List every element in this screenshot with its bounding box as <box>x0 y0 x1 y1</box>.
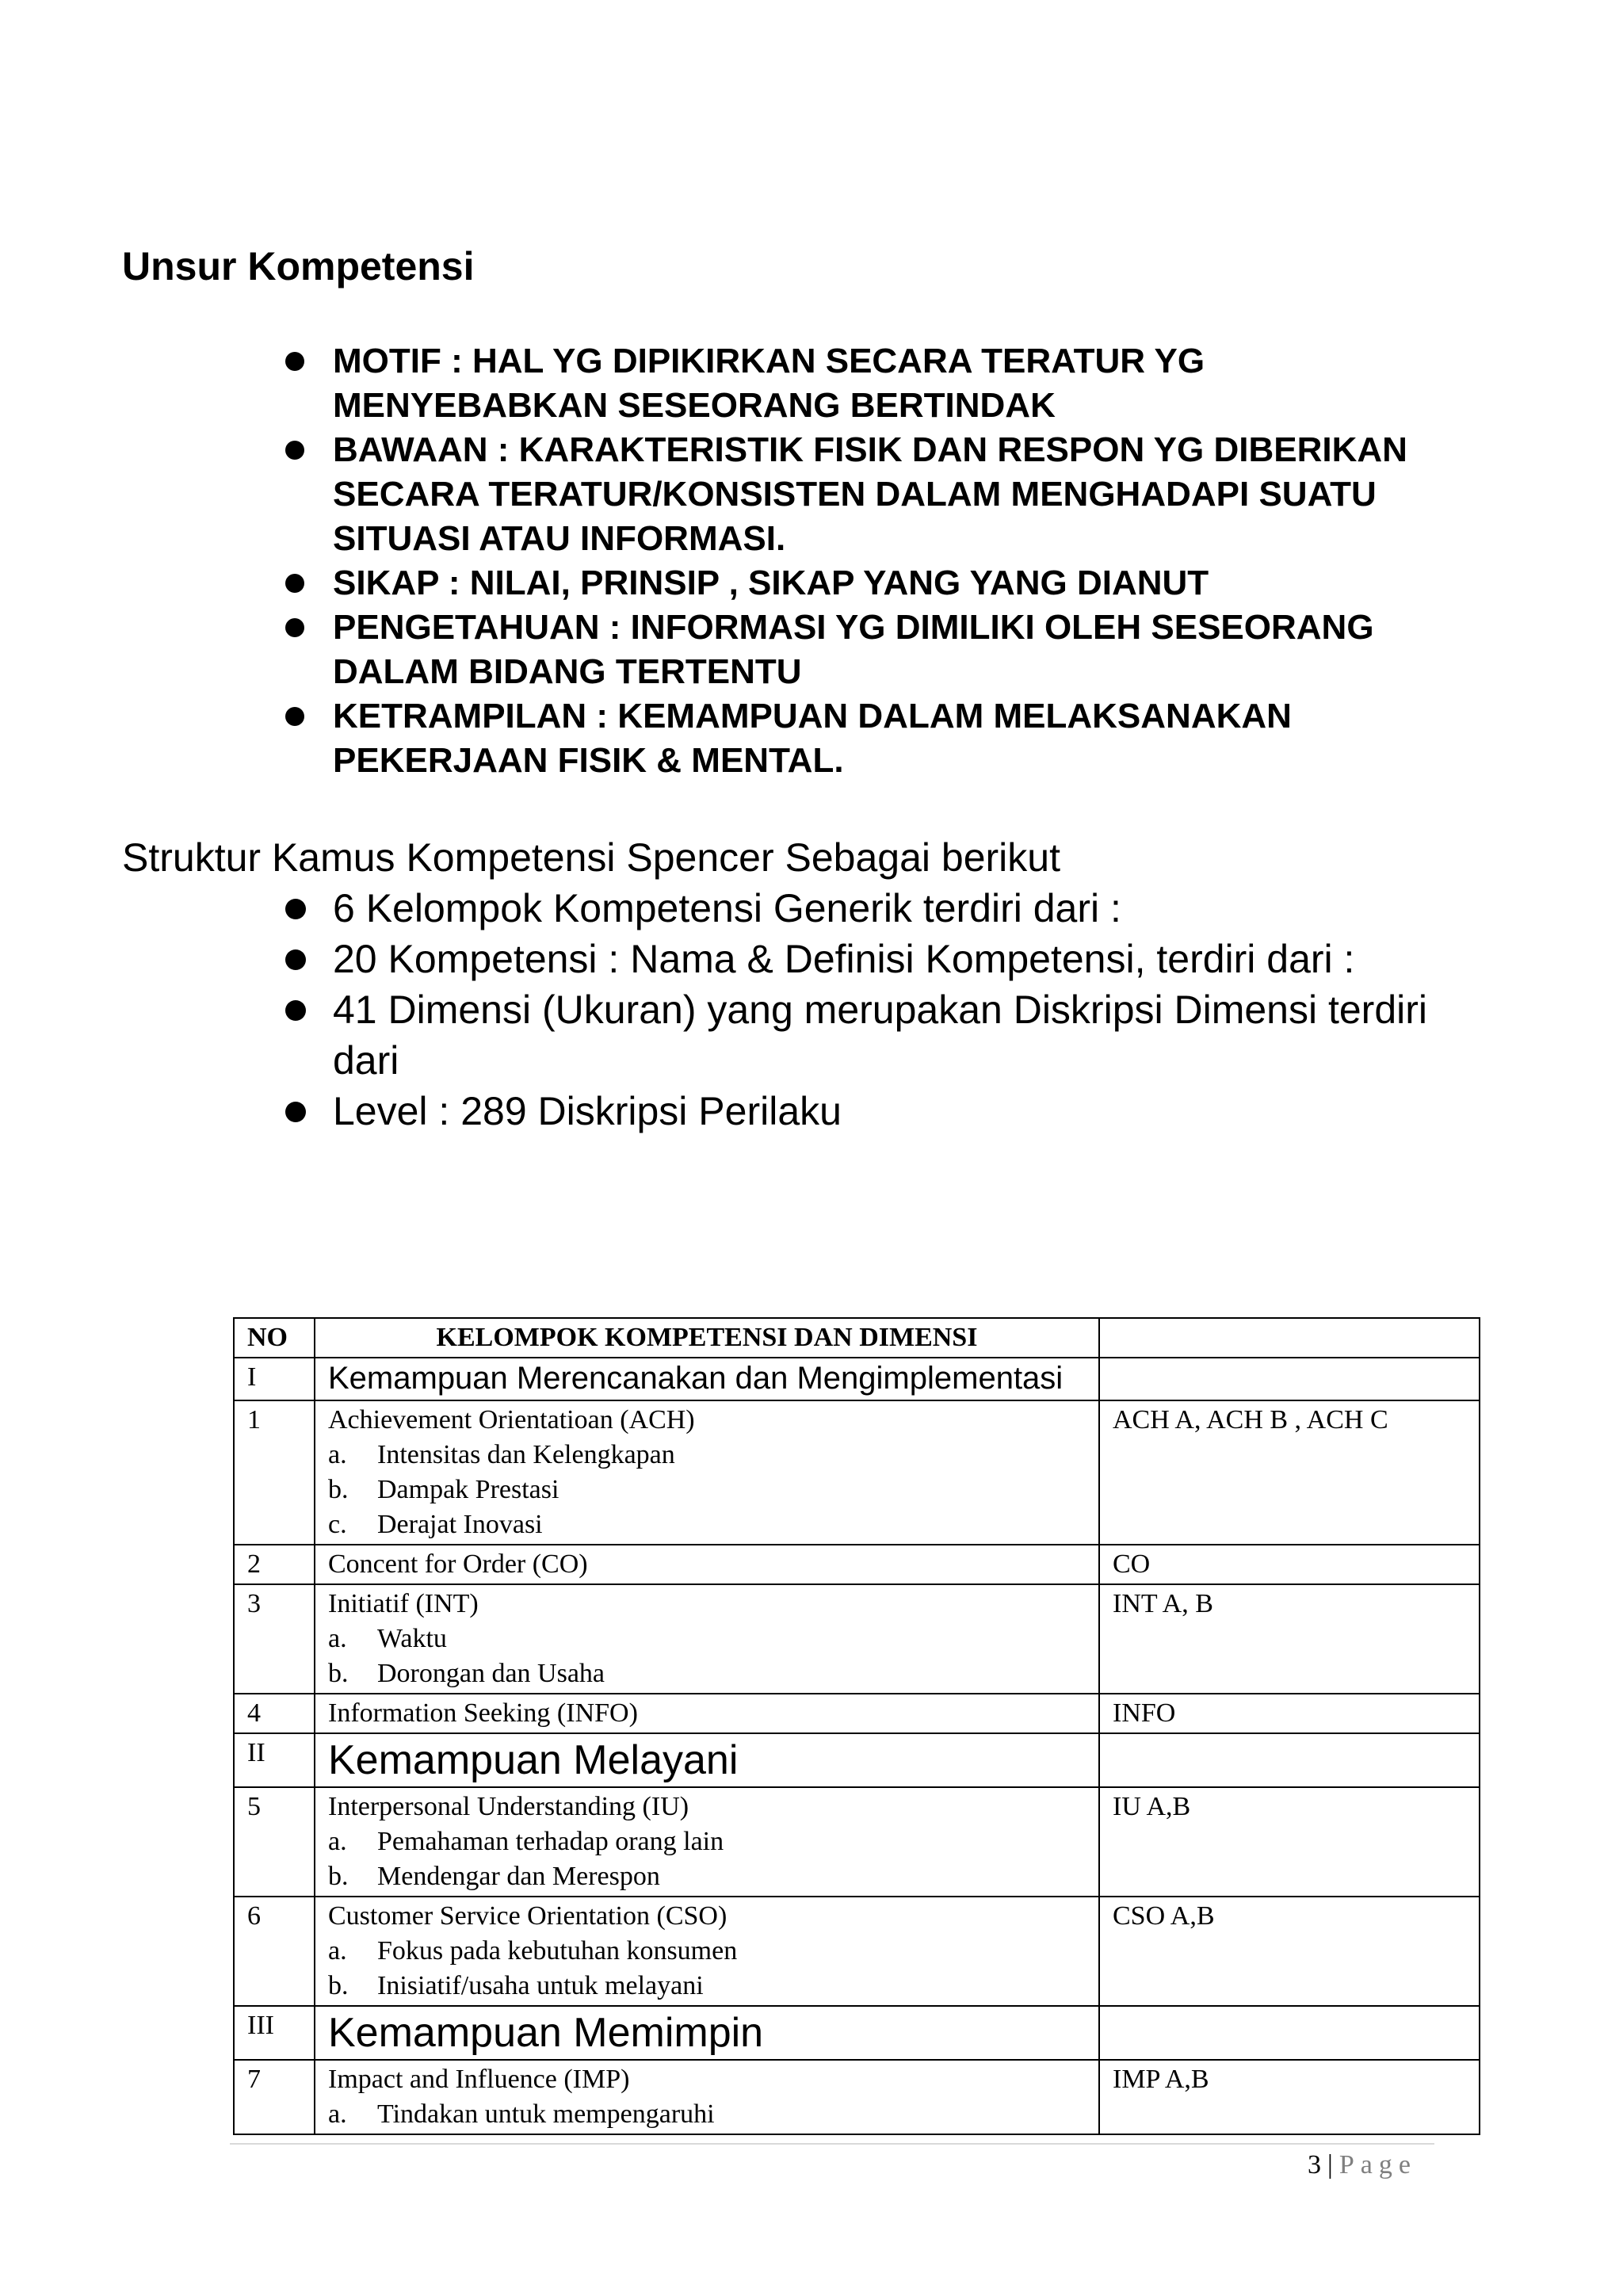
struktur-intro: Struktur Kamus Kompetensi Spencer Sebagai berikut <box>122 835 1060 880</box>
row-no: III <box>234 2006 315 2060</box>
row-group-name: Kemampuan Melayani <box>315 1733 1099 1787</box>
bullet-icon <box>285 574 304 593</box>
header-code <box>1099 1318 1480 1358</box>
row-name: Concent for Order (CO) <box>315 1545 1099 1584</box>
list-item: b. Dorongan dan Usaha <box>328 1659 605 1688</box>
row-no: 1 <box>234 1400 315 1545</box>
section-heading-unsur: Unsur Kompetensi <box>122 244 475 288</box>
list-item: b. Dampak Prestasi <box>328 1475 559 1504</box>
row-code: INT A, B <box>1099 1584 1480 1694</box>
table-row <box>234 1897 1480 2006</box>
list-item: PENGETAHUAN : INFORMASI YG DIMILIKI OLEH SESEORANG DALAM BIDANG TERTENTU <box>285 606 1474 694</box>
row-code: CSO A,B <box>1099 1897 1480 2006</box>
page-number: 3 <box>1308 2150 1321 2179</box>
list-item: Level : 289 Diskripsi Perilaku <box>285 1086 1474 1137</box>
dimension-list <box>328 1438 1086 1542</box>
row-code: INFO <box>1099 1694 1480 1733</box>
row-no: 4 <box>234 1694 315 1733</box>
list-item: a. Intensitas dan Kelengkapan <box>328 1440 675 1469</box>
row-group-name: Kemampuan Memimpin <box>315 2006 1099 2060</box>
table-row <box>234 2006 1480 2060</box>
unsur-list <box>285 339 1474 783</box>
row-name: Interpersonal Understanding (IU) a. Pemahaman terhadap orang lain b. Mendengar dan Merespon <box>315 1787 1099 1897</box>
row-code: ACH A, ACH B , ACH C <box>1099 1400 1480 1545</box>
header-title: KELOMPOK KOMPETENSI DAN DIMENSI <box>315 1318 1099 1358</box>
row-no: 2 <box>234 1545 315 1584</box>
dimension-list <box>328 1622 1086 1691</box>
dimension-list <box>328 1824 1086 1894</box>
table-row <box>234 1787 1480 1897</box>
struktur-list <box>285 883 1474 1137</box>
row-code <box>1099 2006 1480 2060</box>
bullet-icon <box>285 1102 306 1122</box>
bullet-icon <box>285 352 304 371</box>
bullet-icon <box>285 441 304 460</box>
row-no: II <box>234 1733 315 1787</box>
table-row <box>234 2060 1480 2134</box>
row-code <box>1099 1358 1480 1400</box>
list-item: a. Tindakan untuk mempengaruhi <box>328 2099 715 2129</box>
row-name: Impact and Influence (IMP) a. Tindakan untuk mempengaruhi <box>315 2060 1099 2134</box>
list-item: 6 Kelompok Kompetensi Generik terdiri dari : <box>285 883 1474 934</box>
table-row <box>234 1733 1480 1787</box>
header-no: NO <box>234 1318 315 1358</box>
table-row <box>234 1545 1480 1584</box>
list-item: c. Derajat Inovasi <box>328 1510 543 1539</box>
row-code: CO <box>1099 1545 1480 1584</box>
footer-divider <box>230 2143 1434 2145</box>
table-row <box>234 1358 1480 1400</box>
list-item: a. Waktu <box>328 1624 447 1653</box>
list-item: KETRAMPILAN : KEMAMPUAN DALAM MELAKSANAKAN PEKERJAAN FISIK & MENTAL. <box>285 694 1474 783</box>
row-no: 6 <box>234 1897 315 2006</box>
table-row <box>234 1694 1480 1733</box>
page-label: Page <box>1338 2150 1417 2179</box>
row-code: IU A,B <box>1099 1787 1480 1897</box>
row-code <box>1099 1733 1480 1787</box>
table-row <box>234 1400 1480 1545</box>
row-code: IMP A,B <box>1099 2060 1480 2134</box>
bullet-icon <box>285 899 306 919</box>
page-footer <box>1308 2148 1417 2183</box>
list-item: a. Fokus pada kebutuhan konsumen <box>328 1936 738 1966</box>
row-name: Achievement Orientatioan (ACH) a. Intensitas dan Kelengkapan b. Dampak Prestasi c. Derajat Inovasi <box>315 1400 1099 1545</box>
row-name: Customer Service Orientation (CSO) a. Fokus pada kebutuhan konsumen b. Inisiatif/usaha untuk melayani <box>315 1897 1099 2006</box>
list-item: b. Mendengar dan Merespon <box>328 1862 660 1891</box>
list-item: BAWAAN : KARAKTERISTIK FISIK DAN RESPON YG DIBERIKAN SECARA TERATUR/KONSISTEN DALAM MENGHADAPI SUATU SITUASI ATAU INFORMASI. <box>285 428 1474 561</box>
dimension-list <box>328 1934 1086 2004</box>
row-no: 5 <box>234 1787 315 1897</box>
list-item: MOTIF : HAL YG DIPIKIRKAN SECARA TERATUR YG MENYEBABKAN SESEORANG BERTINDAK <box>285 339 1474 428</box>
row-group-name: Kemampuan Merencanakan dan Mengimplementasi <box>315 1358 1099 1400</box>
row-no: 7 <box>234 2060 315 2134</box>
bullet-icon <box>285 1000 306 1021</box>
dimension-list <box>328 2097 1086 2132</box>
bullet-icon <box>285 618 304 637</box>
list-item: a. Pemahaman terhadap orang lain <box>328 1827 724 1856</box>
list-item: b. Inisiatif/usaha untuk melayani <box>328 1971 704 2000</box>
row-no: I <box>234 1358 315 1400</box>
row-no: 3 <box>234 1584 315 1694</box>
list-item: SIKAP : NILAI, PRINSIP , SIKAP YANG YANG DIANUT <box>285 561 1474 606</box>
competency-table <box>233 1317 1480 2135</box>
bullet-icon <box>285 949 306 970</box>
list-item: 41 Dimensi (Ukuran) yang merupakan Diskripsi Dimensi terdiri dari <box>285 984 1474 1086</box>
footer-separator: | <box>1327 2150 1333 2179</box>
row-name: Initiatif (INT) a. Waktu b. Dorongan dan Usaha <box>315 1584 1099 1694</box>
bullet-icon <box>285 707 304 726</box>
table-row <box>234 1584 1480 1694</box>
list-item: 20 Kompetensi : Nama & Definisi Kompetensi, terdiri dari : <box>285 934 1474 984</box>
table-header-row <box>234 1318 1480 1358</box>
row-name: Information Seeking (INFO) <box>315 1694 1099 1733</box>
